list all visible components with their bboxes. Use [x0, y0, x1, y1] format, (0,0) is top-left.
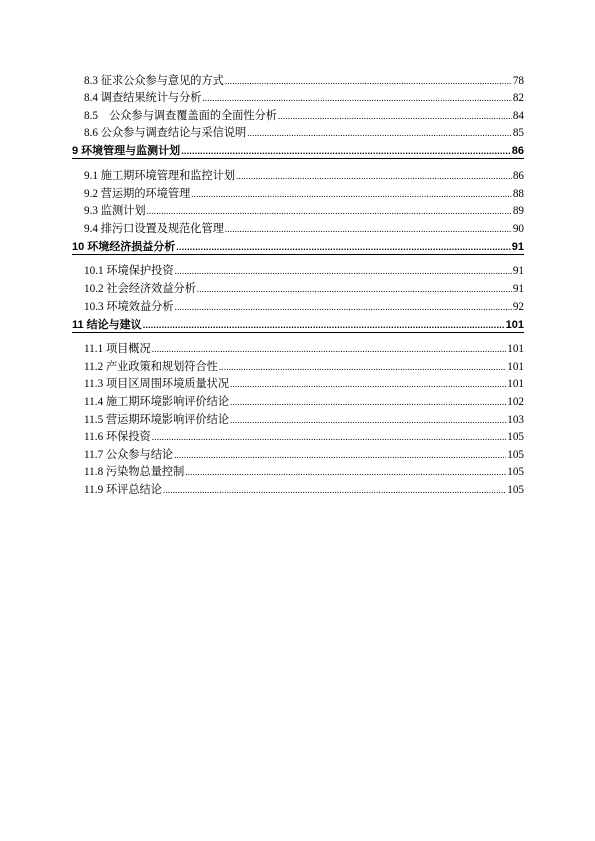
toc-entry-page-number: 92	[512, 300, 524, 313]
dot-leader	[152, 431, 507, 444]
dot-leader	[236, 170, 512, 183]
toc-section-entry[interactable]	[72, 391, 524, 409]
dot-leader	[147, 205, 512, 218]
toc-section-entry[interactable]	[72, 462, 524, 480]
toc-entry-page-number: 91	[512, 282, 524, 295]
toc-section-entry[interactable]	[72, 356, 524, 374]
toc-entry-title: 8.5 公众参与调查覆盖面的全面性分析	[84, 109, 277, 122]
table-of-contents	[72, 70, 524, 497]
toc-entry-page-number: 84	[512, 109, 524, 122]
toc-entry-page-number: 91	[511, 240, 524, 253]
toc-entry-title: 11.4 施工期环境影响评价结论	[84, 395, 230, 408]
toc-entry-title: 10.1 环境保护投资	[84, 265, 174, 278]
toc-entry-page-number: 101	[507, 360, 524, 373]
dot-leader	[219, 361, 506, 374]
dot-leader	[163, 484, 506, 497]
toc-entry-page-number: 101	[507, 343, 524, 356]
toc-entry-page-number: 86	[511, 145, 524, 158]
toc-chapter-entry[interactable]	[72, 236, 524, 255]
dot-leader	[175, 301, 512, 314]
toc-entry-page-number: 86	[512, 169, 524, 182]
toc-entry-title: 9.3 监测计划	[84, 205, 146, 218]
dot-leader	[185, 466, 506, 479]
toc-section-entry[interactable]	[72, 123, 524, 141]
toc-entry-title: 9 环境管理与监测计划	[72, 145, 181, 158]
toc-entry-page-number: 105	[507, 431, 524, 444]
toc-entry-page-number: 89	[512, 205, 524, 218]
dot-leader	[230, 378, 506, 391]
toc-chapter-entry[interactable]	[72, 140, 524, 159]
toc-section-entry[interactable]	[72, 218, 524, 236]
toc-entry-title: 9.1 施工期环境管理和监控计划	[84, 169, 236, 182]
dot-leader	[247, 127, 512, 140]
toc-entry-title: 11.2 产业政策和规划符合性	[84, 360, 218, 373]
toc-entry-page-number: 91	[512, 265, 524, 278]
toc-entry-page-number: 102	[507, 395, 524, 408]
toc-entry-page-number: 82	[512, 92, 524, 105]
toc-entry-page-number: 101	[505, 318, 524, 331]
toc-entry-title: 8.3 征求公众参与意见的方式	[84, 74, 224, 87]
dot-leader	[225, 75, 512, 88]
toc-entry-page-number: 105	[507, 483, 524, 496]
toc-section-entry[interactable]	[72, 374, 524, 392]
toc-entry-page-number: 90	[512, 222, 524, 235]
dot-leader	[181, 145, 511, 158]
dot-leader	[197, 283, 512, 296]
toc-entry-title: 11.8 污染物总量控制	[84, 466, 185, 479]
toc-entry-page-number: 105	[507, 466, 524, 479]
toc-entry-title: 10.3 环境效益分析	[84, 300, 174, 313]
dot-leader	[230, 396, 506, 409]
toc-section-entry[interactable]	[72, 70, 524, 88]
toc-entry-title: 11.3 项目区周围环境质量状况	[84, 378, 230, 391]
toc-entry-title: 9.4 排污口设置及规范化管理	[84, 222, 224, 235]
toc-section-entry[interactable]	[72, 296, 524, 314]
toc-entry-title: 11 结论与建议	[72, 318, 142, 331]
toc-section-entry[interactable]	[72, 105, 524, 123]
toc-entry-page-number: 88	[512, 187, 524, 200]
dot-leader	[225, 223, 512, 236]
toc-section-entry[interactable]	[72, 479, 524, 497]
toc-chapter-entry[interactable]	[72, 314, 524, 333]
dot-leader	[230, 414, 506, 427]
toc-section-entry[interactable]	[72, 201, 524, 219]
toc-entry-title: 11.9 环评总结论	[84, 483, 162, 496]
dot-leader	[152, 343, 507, 356]
dot-leader	[175, 265, 512, 278]
toc-section-entry[interactable]	[72, 339, 524, 357]
toc-entry-page-number: 101	[507, 378, 524, 391]
toc-entry-title: 11.7 公众参与结论	[84, 448, 174, 461]
toc-entry-page-number: 103	[507, 413, 524, 426]
toc-section-entry[interactable]	[72, 88, 524, 106]
toc-section-entry[interactable]	[72, 261, 524, 279]
toc-section-entry[interactable]	[72, 278, 524, 296]
dot-leader	[202, 92, 511, 105]
toc-entry-title: 10 环境经济损益分析	[72, 240, 176, 253]
dot-leader	[278, 110, 512, 123]
dot-leader	[174, 449, 506, 462]
dot-leader	[191, 188, 512, 201]
toc-section-entry[interactable]	[72, 409, 524, 427]
toc-entry-title: 8.4 调查结果统计与分析	[84, 92, 202, 105]
toc-entry-title: 8.6 公众参与调查结论与采信说明	[84, 127, 247, 140]
toc-section-entry[interactable]	[72, 165, 524, 183]
toc-entry-page-number: 78	[512, 74, 524, 87]
toc-section-entry[interactable]	[72, 444, 524, 462]
toc-section-entry[interactable]	[72, 183, 524, 201]
toc-entry-title: 11.5 营运期环境影响评价结论	[84, 413, 230, 426]
toc-entry-title: 11.6 环保投资	[84, 431, 151, 444]
toc-entry-title: 9.2 营运期的环境管理	[84, 187, 191, 200]
toc-section-entry[interactable]	[72, 427, 524, 445]
dot-leader	[143, 319, 505, 332]
toc-entry-page-number: 85	[512, 127, 524, 140]
toc-entry-title: 10.2 社会经济效益分析	[84, 282, 196, 295]
toc-entry-page-number: 105	[507, 448, 524, 461]
dot-leader	[176, 241, 510, 254]
toc-entry-title: 11.1 项目概况	[84, 343, 151, 356]
